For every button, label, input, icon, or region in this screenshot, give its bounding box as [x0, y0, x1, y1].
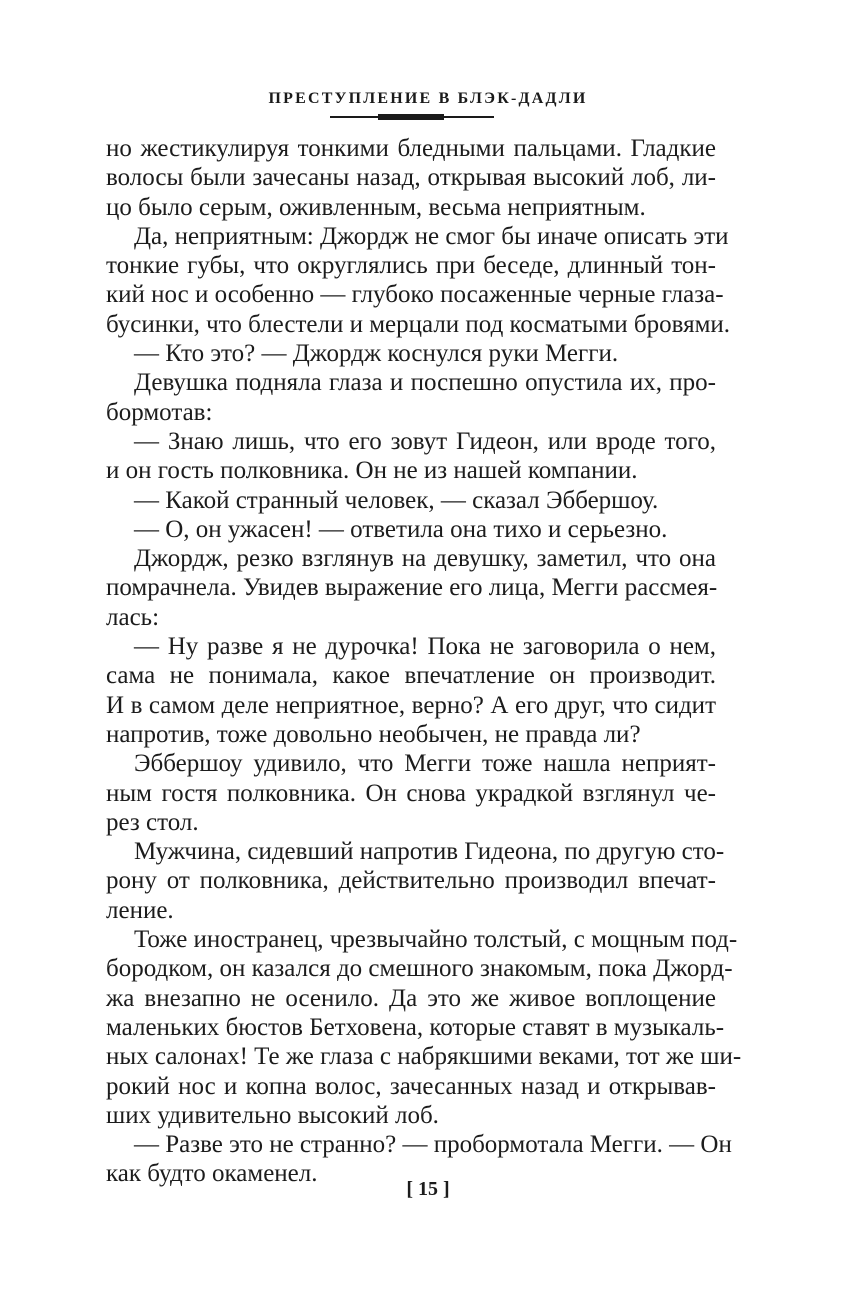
text-line: Девушка подняла глаза и поспешно опустила их, про- [134, 369, 716, 397]
text-line: И в самом деле неприятное, верно? А его друг, что сидит [106, 691, 716, 719]
text-line: — Разве это не странно? — пробормотала Мегги. — Он [134, 1131, 732, 1159]
text-line: Тоже иностранец, чрезвычайно толстый, с мощным под- [134, 926, 738, 954]
text-line: ным гостя полковника. Он снова украдкой взглянул че- [106, 779, 716, 807]
text-line: ших удивительно высокий лоб. [106, 1101, 439, 1129]
text-line: рону от полковника, действительно производил впечат- [106, 867, 716, 895]
text-line: кий нос и особенно — глубоко посаженные черные глаза- [106, 281, 724, 309]
text-line: Джордж, резко взглянув на девушку, заметил, что она [134, 545, 716, 573]
text-line: но жестикулируя тонкими бледными пальцами. Гладкие [106, 135, 716, 162]
head-rule-accent [378, 114, 444, 120]
text-line: Эббершоу удивило, что Мегги тоже нашла неприят- [134, 750, 716, 778]
text-line: ление. [106, 896, 174, 924]
text-line: лась: [106, 603, 160, 631]
text-line: тонкие губы, что округлялись при беседе, длинный тон- [106, 252, 716, 280]
text-line: помрачнела. Увидев выражение его лица, Мегги рассмея- [106, 574, 718, 602]
text-line: и он гость полковника. Он не из нашей компании. [106, 457, 638, 485]
body-text [106, 134, 742, 1189]
page-number: [ 15 ] [406, 1178, 450, 1200]
text-line: как будто окаменел. [106, 1160, 318, 1188]
text-line: бормотав: [106, 398, 213, 426]
text-line: волосы были зачесаны назад, открывая высокий лоб, ли- [106, 164, 716, 192]
running-head: ПРЕСТУПЛЕНИЕ В БЛЭК-ДАДЛИ [268, 90, 588, 107]
text-line: бусинки, что блестели и мерцали под косматыми бровями. [106, 310, 731, 338]
text-line: цо было серым, оживленным, весьма неприятным. [106, 193, 646, 221]
text-line: бородком, он казался до смешного знакомым, пока Джорд- [106, 955, 733, 983]
text-line: — Ну разве я не дурочка! Пока не заговорила о нем, [134, 633, 716, 661]
text-line: рокий нос и копна волос, зачесанных назад и открывав- [106, 1072, 716, 1100]
text-line: — Кто это? — Джордж коснулся руки Мегги. [134, 340, 619, 368]
text-line: жа внезапно не осенило. Да это же живое воплощение [106, 984, 716, 1012]
text-line: — Какой странный человек, — сказал Эббершоу. [134, 486, 659, 514]
text-line: ных салонах! Те же глаза с набрякшими веками, тот же ши- [106, 1043, 742, 1071]
text-line: рез стол. [106, 808, 199, 836]
text-line: напротив, тоже довольно необычен, не правда ли? [106, 720, 641, 748]
text-line: маленьких бюстов Бетховена, которые ставят в музыкаль- [106, 1013, 725, 1041]
text-line: — О, он ужасен! — ответила она тихо и серьезно. [134, 515, 668, 543]
text-line: — Знаю лишь, что его зовут Гидеон, или вроде того, [134, 427, 716, 455]
text-line: сама не понимала, какое впечатление он производит. [106, 662, 716, 690]
text-line: Мужчина, сидевший напротив Гидеона, по другую сто- [134, 838, 725, 866]
text-line: Да, неприятным: Джордж не смог бы иначе описать эти [134, 222, 729, 250]
